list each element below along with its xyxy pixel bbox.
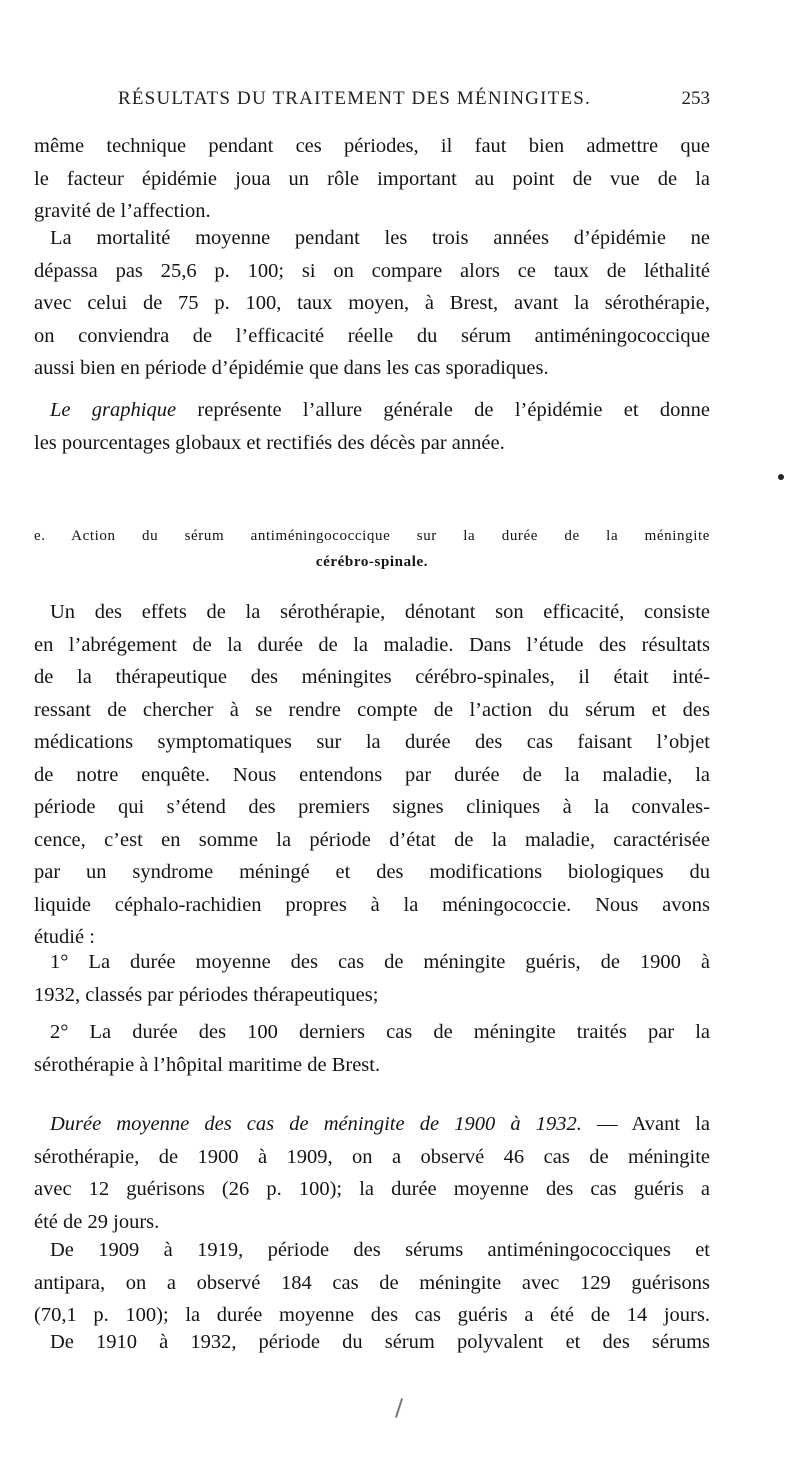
text-line: le facteur épidémie joua un rôle important au point de vue de la (34, 167, 710, 190)
section-heading-line-2: cérébro-spinale. (315, 554, 429, 570)
paragraph-3 (34, 394, 710, 459)
paragraph-7 (34, 1326, 710, 1359)
text-line: Un des effets de la sérothérapie, dénotant son efficacité, consiste (50, 601, 710, 623)
text-line: même technique pendant ces périodes, il faut bien admettre que (34, 135, 710, 157)
paragraph-6 (34, 1234, 710, 1332)
text-line: en l’abrégement de la durée de la maladie. Dans l’étude des résultats (34, 633, 710, 656)
text-line: 1932, classés par périodes thérapeutiques; (34, 983, 379, 1006)
text-line: 2° La durée des 100 derniers cas de méningite traités par la (50, 1021, 710, 1043)
text-line: cence, c’est en somme la période d’état de la maladie, caractérisée (34, 828, 710, 851)
text-line: étudié : (34, 926, 95, 948)
text-line: sérothérapie à l’hôpital maritime de Brest. (34, 1053, 381, 1076)
paragraph-5 (34, 1108, 710, 1238)
text-line: avec 12 guérisons (26 p. 100); la durée moyenne des cas guéris a (34, 1178, 710, 1200)
text-line: De 1910 à 1932, période du sérum polyvalent et des sérums (50, 1331, 710, 1353)
running-header (118, 88, 710, 116)
text-line: période qui s’étend des premiers signes cliniques à la convales- (34, 796, 710, 818)
paragraph-2 (34, 222, 710, 385)
text-line: les pourcentages globaux et rectifiés des décès par année. (34, 431, 505, 454)
text-line: liquide céphalo-rachidien propres à la méningococcie. Nous avons (34, 893, 710, 916)
text-line: antipara, on a observé 184 cas de méningite avec 129 guérisons (34, 1271, 710, 1294)
section-heading-line-1: e. Action du sérum antiméningococcique sur la durée de la méningite (34, 528, 710, 544)
text-span: — Avant la (581, 1113, 710, 1135)
italic-lead: Le graphique (50, 399, 177, 421)
italic-lead: Durée moyenne des cas de méningite de 1900 à 1932. (50, 1113, 582, 1135)
paragraph-1 (34, 130, 710, 228)
text-line: on conviendra de l’efficacité réelle du sérum antiméningococcique (34, 324, 710, 347)
text-line: médications symptomatiques sur la durée des cas faisant l’objet (34, 731, 710, 753)
list-item (34, 1016, 710, 1081)
stray-mark (395, 1398, 403, 1418)
text-line: sérothérapie, de 1900 à 1909, on a observé 46 cas de méningite (34, 1145, 710, 1168)
text-line (34, 1108, 710, 1141)
text-line: (70,1 p. 100); la durée moyenne des cas guéris a été de 14 jours. (34, 1304, 710, 1326)
list-item (34, 946, 710, 1011)
text-line: ressant de chercher à se rendre compte de l’action du sérum et des (34, 698, 710, 721)
text-line: aussi bien en période d’épidémie que dans les cas sporadiques. (34, 357, 549, 379)
text-line: de notre enquête. Nous entendons par durée de la maladie, la (34, 763, 710, 786)
text-line: de la thérapeutique des méningites cérébro-spinales, il était inté- (34, 666, 710, 688)
page-number: 253 (681, 88, 710, 109)
text-line: été de 29 jours. (34, 1210, 160, 1233)
text-line (34, 394, 710, 427)
paragraph-4 (34, 596, 710, 954)
text-line: gravité de l’affection. (34, 200, 211, 222)
text-span: représente l’allure générale de l’épidémie et donne (176, 399, 710, 421)
text-line: dépassa pas 25,6 p. 100; si on compare alors ce taux de léthalité (34, 259, 710, 282)
section-heading (34, 528, 710, 580)
text-line: avec celui de 75 p. 100, taux moyen, à Brest, avant la sérothérapie, (34, 292, 710, 314)
running-title: RÉSULTATS DU TRAITEMENT DES MÉNINGITES. (118, 88, 591, 109)
text-line: De 1909 à 1919, période des sérums antiméningococciques et (50, 1239, 710, 1261)
text-line: par un syndrome méningé et des modifications biologiques du (34, 861, 710, 883)
text-line: 1° La durée moyenne des cas de méningite guéris, de 1900 à (50, 951, 710, 973)
text-line: La mortalité moyenne pendant les trois années d’épidémie ne (50, 227, 710, 249)
margin-dot (778, 474, 784, 480)
